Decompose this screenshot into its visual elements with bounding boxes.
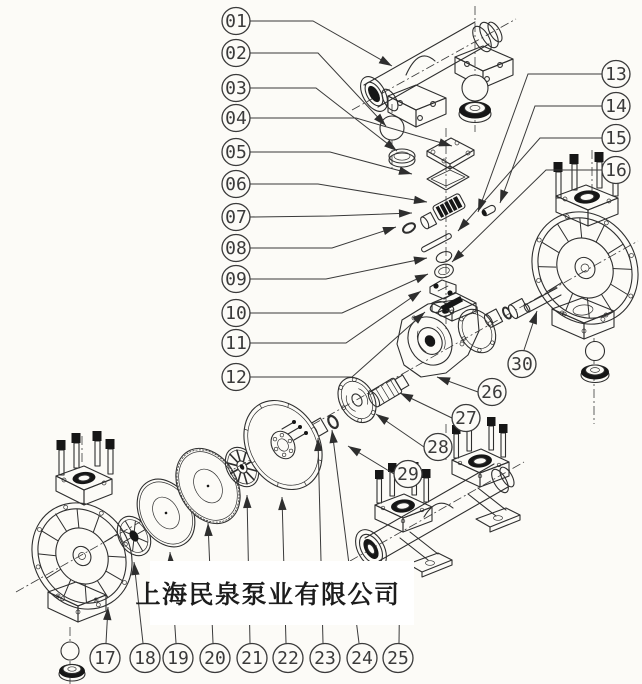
callout-number: 19 bbox=[167, 648, 189, 669]
leader-line-10 bbox=[250, 274, 428, 313]
leader-arrowhead-07 bbox=[399, 209, 412, 217]
leader-line-14 bbox=[500, 106, 602, 203]
callout-number: 01 bbox=[225, 11, 247, 32]
callout-number: 16 bbox=[605, 160, 627, 181]
callout-number: 26 bbox=[481, 382, 503, 403]
callout-07 bbox=[222, 204, 250, 231]
leader-arrowhead-06 bbox=[413, 196, 427, 204]
callout-number: 03 bbox=[225, 78, 247, 99]
callout-number: 28 bbox=[427, 437, 449, 458]
leader-line-04 bbox=[250, 118, 452, 146]
leader-arrowhead-20 bbox=[204, 523, 212, 536]
callout-03 bbox=[222, 75, 250, 102]
right-housing-drawing bbox=[483, 152, 642, 383]
callout-11 bbox=[222, 330, 250, 357]
leader-line-07 bbox=[250, 213, 412, 217]
callout-number: 07 bbox=[225, 207, 247, 228]
callout-number: 08 bbox=[225, 238, 247, 259]
callout-22 bbox=[273, 644, 303, 673]
callout-13 bbox=[602, 61, 630, 88]
air-motor-body-drawing bbox=[397, 293, 503, 377]
callout-number: 05 bbox=[225, 142, 247, 163]
callout-number: 13 bbox=[605, 64, 627, 85]
leader-arrowhead-09 bbox=[413, 257, 427, 265]
piston-shaft bbox=[525, 288, 561, 312]
leader-line-11 bbox=[250, 291, 421, 343]
callout-16 bbox=[602, 157, 630, 184]
callout-number: 11 bbox=[225, 333, 247, 354]
callout-28 bbox=[424, 434, 452, 461]
valve-pin bbox=[481, 204, 497, 217]
leader-arrowhead-27 bbox=[400, 393, 414, 402]
callout-01 bbox=[222, 8, 250, 35]
callout-19 bbox=[163, 644, 193, 673]
callout-27 bbox=[452, 405, 480, 432]
callout-12 bbox=[222, 364, 250, 391]
callout-number: 22 bbox=[277, 648, 299, 669]
diaphragm-stack-drawing bbox=[111, 386, 338, 561]
leader-arrowhead-08 bbox=[382, 227, 396, 235]
callout-number: 24 bbox=[351, 648, 373, 669]
leader-arrowhead-14 bbox=[500, 189, 508, 203]
valve-ball bbox=[61, 642, 79, 660]
callout-20 bbox=[200, 644, 230, 673]
valve-spool bbox=[432, 193, 466, 221]
callout-number: 17 bbox=[94, 648, 116, 669]
callout-number: 23 bbox=[314, 648, 336, 669]
callout-06 bbox=[222, 171, 250, 198]
callout-26 bbox=[478, 379, 506, 406]
callout-08 bbox=[222, 235, 250, 262]
leader-line-01 bbox=[250, 21, 392, 66]
callout-number: 06 bbox=[225, 174, 247, 195]
callout-14 bbox=[602, 93, 630, 120]
leader-arrowhead-21 bbox=[243, 495, 251, 508]
muffler-and-flange-drawing bbox=[306, 370, 410, 439]
callout-09 bbox=[222, 266, 250, 293]
callout-30 bbox=[508, 351, 536, 378]
callout-number: 27 bbox=[455, 408, 477, 429]
leader-line-16 bbox=[452, 170, 602, 262]
callout-24 bbox=[347, 644, 377, 673]
callout-02 bbox=[222, 40, 250, 67]
leader-arrowhead-26 bbox=[437, 377, 451, 385]
leader-arrowhead-17 bbox=[103, 607, 111, 620]
callout-number: 12 bbox=[225, 367, 247, 388]
leader-arrowhead-28 bbox=[376, 414, 389, 425]
leader-lines bbox=[106, 21, 602, 643]
callout-number: 30 bbox=[511, 354, 533, 375]
callout-number: 04 bbox=[225, 108, 247, 129]
callout-number: 21 bbox=[241, 648, 263, 669]
leader-line-08 bbox=[250, 227, 396, 248]
callout-number: 25 bbox=[387, 648, 409, 669]
company-name-text: 上海民泉泵业有限公司 bbox=[135, 580, 401, 609]
leader-line-12 bbox=[250, 312, 425, 377]
leader-arrowhead-01 bbox=[379, 56, 392, 66]
callout-number: 10 bbox=[225, 303, 247, 324]
callout-number: 18 bbox=[134, 648, 156, 669]
leader-arrowhead-05 bbox=[398, 167, 412, 175]
callout-number: 15 bbox=[605, 128, 627, 149]
callout-21 bbox=[237, 644, 267, 673]
leader-line-15 bbox=[458, 138, 602, 231]
leader-arrowhead-04 bbox=[438, 138, 452, 146]
air-valve-chain-drawing bbox=[401, 138, 496, 318]
callout-05 bbox=[222, 139, 250, 166]
leader-arrowhead-03 bbox=[384, 140, 397, 151]
leader-arrowhead-22 bbox=[278, 497, 286, 510]
leader-arrowhead-30 bbox=[529, 311, 537, 325]
callout-number: 02 bbox=[225, 43, 247, 64]
callout-04 bbox=[222, 105, 250, 132]
callout-25 bbox=[383, 644, 413, 673]
leader-line-06 bbox=[250, 184, 427, 202]
outlet-manifold-drawing bbox=[355, 19, 513, 167]
leader-arrowhead-10 bbox=[414, 274, 428, 283]
callout-15 bbox=[602, 125, 630, 152]
callout-number: 14 bbox=[605, 96, 627, 117]
callout-10 bbox=[222, 300, 250, 327]
leader-arrowhead-29 bbox=[348, 446, 361, 456]
leader-line-05 bbox=[250, 152, 412, 174]
callout-number: 20 bbox=[204, 648, 226, 669]
valve-ball bbox=[462, 75, 488, 101]
left-housing-drawing bbox=[12, 431, 152, 681]
callout-number: 09 bbox=[225, 269, 247, 290]
leader-arrowhead-24 bbox=[329, 430, 337, 443]
valve-ball bbox=[586, 342, 605, 361]
leader-arrowhead-11 bbox=[408, 291, 421, 302]
callout-number: 29 bbox=[397, 464, 419, 485]
leader-line-09 bbox=[250, 258, 427, 279]
callout-29 bbox=[394, 461, 422, 488]
callout-17 bbox=[90, 644, 120, 673]
callout-18 bbox=[130, 644, 160, 673]
callout-23 bbox=[310, 644, 340, 673]
